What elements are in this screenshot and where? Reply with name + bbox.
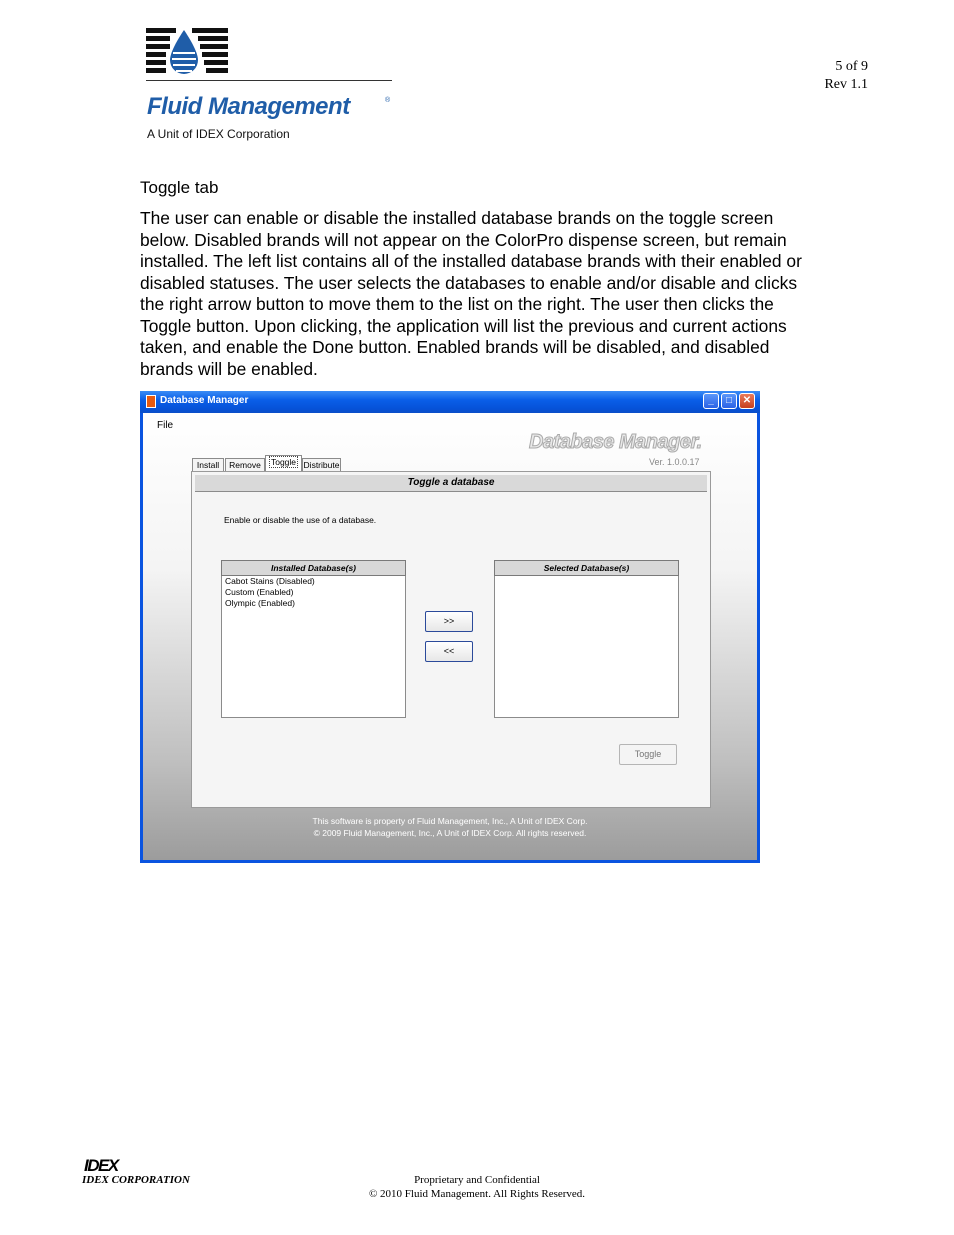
- tab-remove[interactable]: [225, 458, 265, 471]
- copyright-line-2: © 2009 Fluid Management, Inc., A Unit of IDEX Corp. All rights reserved.: [313, 828, 587, 838]
- tab-remove-label: Remove: [229, 460, 261, 470]
- list-item[interactable]: Olympic (Enabled): [225, 598, 295, 608]
- window-titlebar[interactable]: [140, 391, 760, 413]
- footer-copyright: © 2010 Fluid Management. All Rights Reserved.: [368, 1188, 586, 1200]
- installed-list-header: Installed Database(s): [221, 560, 406, 576]
- list-item[interactable]: Cabot Stains (Disabled): [225, 576, 315, 586]
- maximize-icon[interactable]: □: [721, 393, 737, 409]
- tab-distribute-label: Distribute: [303, 460, 340, 470]
- fm-logo-icon: [146, 28, 228, 76]
- idex-corporation-label: IDEX CORPORATION: [82, 1174, 190, 1186]
- panel-title: Toggle a database: [195, 475, 707, 492]
- body-paragraph: The user can enable or disable the installed database brands on the toggle screen below. Disabled brands will not appear on the ColorPro dispense screen, but remain installed. The left list contains all of the installed database brands with their enabled or disabled statuses. The user selects the databases to enable and/or disable and clicks the right arrow button to move them to the list on the right. The user then clicks the Toggle button. Upon clicking, the application will list the previous and current actions taken, and enable the Done button. Enabled brands will be disabled, and disabled brands will be enabled.: [140, 208, 802, 379]
- tab-install-label: Install: [196, 460, 220, 470]
- idex-logo: IDEX: [84, 1156, 118, 1175]
- selected-list-header: Selected Database(s): [494, 560, 679, 576]
- footer-confidential: Proprietary and Confidential: [414, 1174, 540, 1186]
- logo-divider: [146, 80, 392, 81]
- app-logo-text: Database Manager.: [529, 431, 702, 453]
- toggle-button[interactable]: Toggle: [619, 744, 677, 765]
- version-label: Ver. 1.0.0.17: [649, 457, 700, 467]
- move-right-button[interactable]: >>: [425, 611, 473, 632]
- revision: Rev 1.1: [824, 77, 868, 92]
- installed-database-list[interactable]: [221, 576, 406, 718]
- section-title: Toggle tab: [140, 178, 219, 197]
- toggle-panel: [191, 471, 711, 808]
- close-icon[interactable]: ✕: [739, 393, 755, 409]
- window-client-area: [143, 413, 757, 860]
- tab-install[interactable]: [192, 458, 224, 471]
- menu-file[interactable]: [157, 420, 173, 431]
- company-subtitle: A Unit of IDEX Corporation: [147, 127, 290, 141]
- selected-database-list[interactable]: [494, 576, 679, 718]
- registered-mark: ®: [385, 97, 391, 104]
- move-left-button[interactable]: <<: [425, 641, 473, 662]
- tab-distribute[interactable]: [302, 458, 341, 471]
- window-title: Database Manager: [160, 395, 249, 406]
- copyright-line-1: This software is property of Fluid Management, Inc., A Unit of IDEX Corp.: [312, 816, 588, 826]
- page-number: 5 of 9: [835, 59, 868, 74]
- list-item[interactable]: Custom (Enabled): [225, 587, 294, 597]
- page-info: [824, 58, 868, 94]
- company-name: Fluid Management: [147, 93, 350, 120]
- tab-toggle-label: Toggle: [270, 457, 297, 467]
- database-manager-window: [140, 391, 760, 863]
- instruction-text: Enable or disable the use of a database.: [224, 515, 377, 525]
- minimize-icon[interactable]: _: [703, 393, 719, 409]
- tab-toggle[interactable]: [265, 455, 302, 471]
- menu-file-label: File: [157, 420, 174, 431]
- app-icon: [146, 395, 156, 408]
